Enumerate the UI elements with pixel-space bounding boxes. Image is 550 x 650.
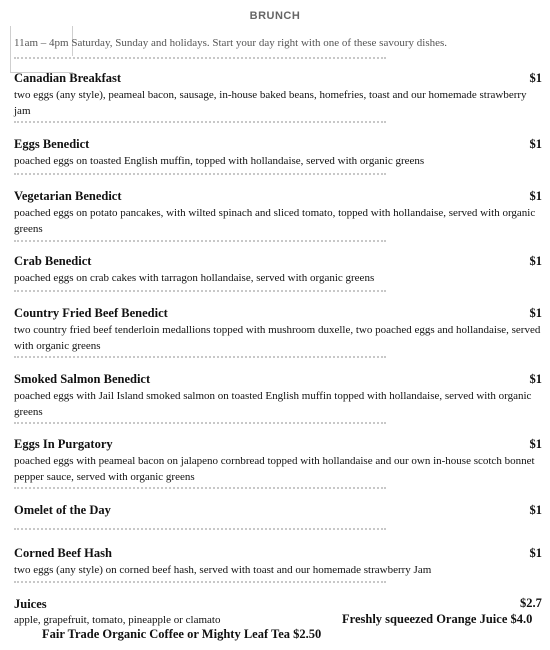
item-price: $2.7 xyxy=(520,596,542,610)
item-description: two eggs (any style), peameal bacon, sausage, in-house baked beans, homefries, toast and our homemade strawberry jam xyxy=(14,89,527,117)
dotted-divider xyxy=(14,581,386,583)
item-price: $1 xyxy=(529,372,542,386)
item-price: $1 xyxy=(529,254,542,268)
item-price: $1 xyxy=(529,437,542,451)
item-price: $1 xyxy=(529,503,542,517)
menu-item-corned-beef-hash xyxy=(14,545,544,579)
orange-juice-line: Freshly squeezed Orange Juice $4.0 xyxy=(342,612,533,626)
item-description: apple, grapefruit, tomato, pineapple or clamato xyxy=(14,614,221,626)
menu-item-eggs-benedict xyxy=(14,136,544,170)
menu-item-crab-benedict xyxy=(14,253,544,287)
dotted-divider xyxy=(14,121,386,123)
item-description: poached eggs with Jail Island smoked salmon on toasted English muffin topped with hollandaise, served with organic greens xyxy=(14,390,532,418)
item-name: Eggs Benedict xyxy=(14,137,90,151)
dotted-divider xyxy=(14,290,386,292)
item-name: Omelet of the Day xyxy=(14,503,111,517)
item-description: poached eggs on crab cakes with tarragon hollandaise, served with organic greens xyxy=(14,272,375,284)
corner-bracket-decoration xyxy=(10,26,73,73)
dotted-divider xyxy=(14,528,386,530)
coffee-tea-line: Fair Trade Organic Coffee or Mighty Leaf Tea $2.50 xyxy=(42,627,322,641)
item-price: $1 xyxy=(529,137,542,151)
item-name: Corned Beef Hash xyxy=(14,546,112,560)
item-price: $1 xyxy=(529,306,542,320)
item-name: Canadian Breakfast xyxy=(14,71,122,85)
item-name: Smoked Salmon Benedict xyxy=(14,372,151,386)
item-price: $1 xyxy=(529,71,542,85)
item-description: poached eggs with peameal bacon on jalapeno cornbread topped with hollandaise and our own in-house scotch bonnet pepper sauce, served with organic greens xyxy=(14,455,535,483)
item-description: poached eggs on potato pancakes, with wilted spinach and sliced tomato, topped with hollandaise, served with organic greens xyxy=(14,207,536,235)
menu-item-juices xyxy=(14,596,544,612)
dotted-divider xyxy=(14,487,386,489)
menu-item-country-fried-beef-benedict xyxy=(14,305,544,354)
item-price: $1 xyxy=(529,189,542,203)
dotted-divider xyxy=(14,356,386,358)
item-name: Crab Benedict xyxy=(14,254,92,268)
menu-item-vegetarian-benedict xyxy=(14,188,544,237)
dotted-divider xyxy=(14,173,386,175)
page-title: BRUNCH xyxy=(249,10,301,22)
item-name: Eggs In Purgatory xyxy=(14,437,113,451)
dotted-divider xyxy=(14,57,386,59)
menu-item-omelet-of-the-day xyxy=(14,502,544,518)
dotted-divider xyxy=(14,240,386,242)
dotted-divider xyxy=(14,422,386,424)
item-name: Juices xyxy=(14,597,47,611)
item-description: two country fried beef tenderloin medallions topped with mushroom duxelle, two poached eggs and hollandaise, served with organic greens xyxy=(14,324,541,352)
item-description: two eggs (any style) on corned beef hash, served with toast and our homemade strawberry Jam xyxy=(14,564,432,576)
menu-item-canadian-breakfast xyxy=(14,70,544,119)
item-name: Country Fried Beef Benedict xyxy=(14,306,168,320)
intro-text: 11am – 4pm Saturday, Sunday and holidays. Start your day right with one of these savoury dishes. xyxy=(14,37,448,49)
menu-item-eggs-in-purgatory xyxy=(14,436,544,485)
item-price: $1 xyxy=(529,546,542,560)
item-description: poached eggs on toasted English muffin, topped with hollandaise, served with organic greens xyxy=(14,155,425,167)
item-name: Vegetarian Benedict xyxy=(14,189,122,203)
menu-item-smoked-salmon-benedict xyxy=(14,371,544,420)
